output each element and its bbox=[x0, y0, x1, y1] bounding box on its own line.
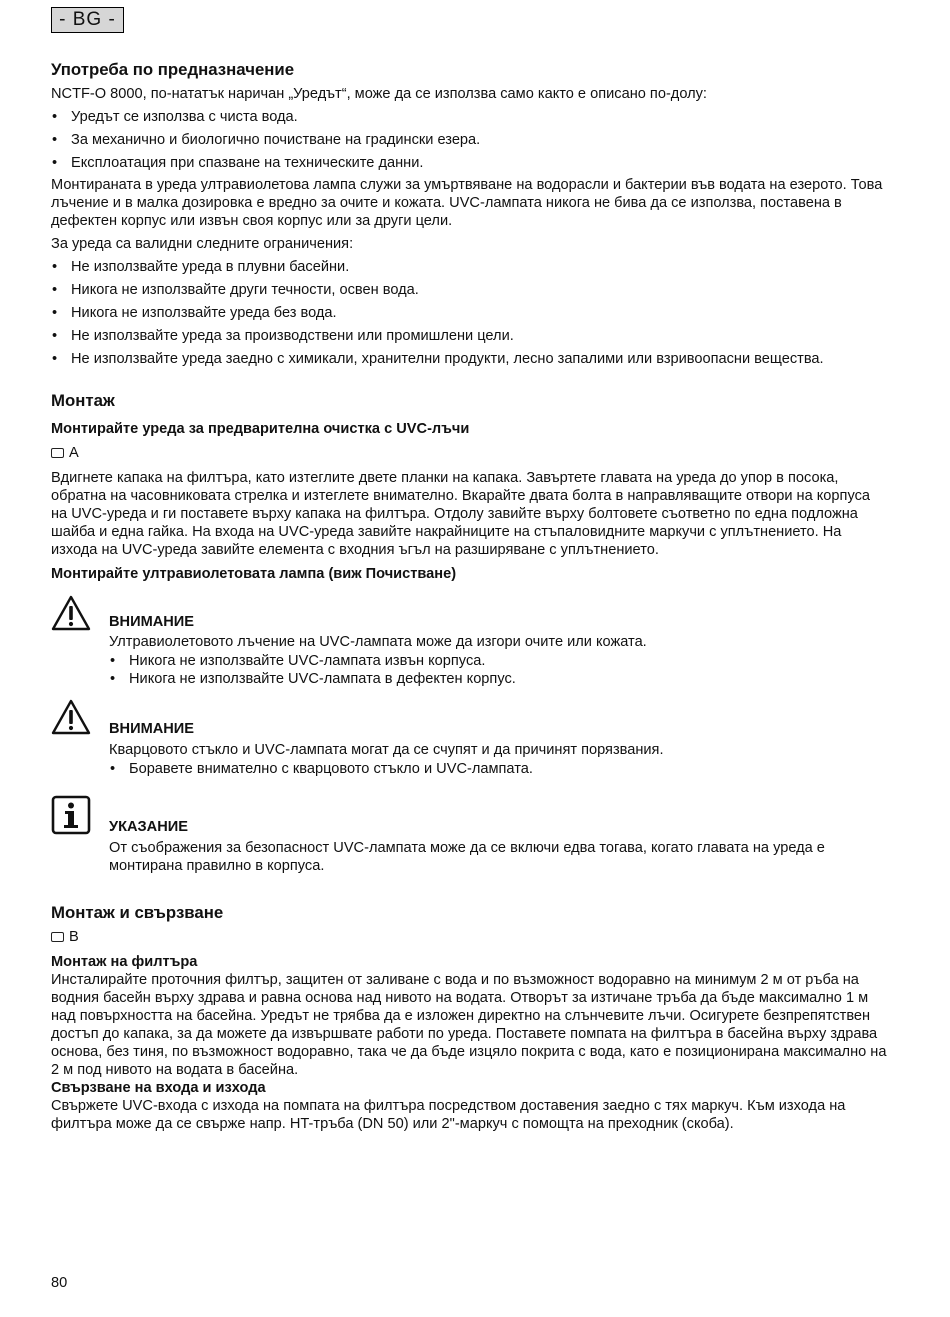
list-item: • Никога не използвайте други течности, освен вода. bbox=[51, 281, 889, 299]
warning-triangle-icon bbox=[51, 699, 91, 740]
section-title-assembly: Монтаж bbox=[51, 391, 115, 410]
limits-list bbox=[51, 258, 889, 368]
figure-icon bbox=[51, 932, 64, 942]
figure-reference-a bbox=[51, 444, 889, 462]
list-item: • Уредът се използва с чиста вода. bbox=[51, 108, 889, 126]
warning-title: ВНИМАНИЕ bbox=[109, 721, 195, 737]
figure-label: A bbox=[69, 445, 79, 461]
list-item: • Никога не използвайте UVC-лампата извън корпуса. bbox=[109, 652, 889, 670]
list-item: • Не използвайте уреда заедно с химикали, хранителни продукти, лесно запалими или взривоопасни вещества. bbox=[51, 350, 889, 368]
list-item: • Не използвайте уреда за производствени или промишлени цели. bbox=[51, 327, 889, 345]
filter-assembly-paragraph: Инсталирайте проточния филтър, защитен от заливане с вода и по възможност водоравно на минимум 2 м от ръба на водния басейн върху здрава и равна основа над нивото на водата. Отворът за изтичане тръба да бъде максимално 1 м над повърхността на басейна. Уредът не трябва да е изложен директно на слънчевите лъчи. Осигурете безпрепятствен достъп до капака, за да можете да извършвате работи по уреда. Поставете помпата на филтъра в басейна върху здрава основа, без тиня, по възможност водоравно, така че да бъде изцяло покрита с вода, като е позиционирана максимално на 2 м под нивото на водата в басейна. bbox=[51, 972, 887, 1078]
page-number: 80 bbox=[51, 1275, 68, 1291]
assembly-paragraph: Вдигнете капака на филтъра, като изтеглите двете планки на капака. Завъртете главата на уреда до упор в посока, обратна на часовниковата стрелка и изтеглете внимателно. Вкарайте двата болта в направляващите отвори на корпуса на UVC-уреда и ги поставете върху капака на филтъра. Отдолу завийте върху болтовете съответно по една подложна шайба и една гайка. На входа на UVC-уреда завийте накрайниците на стъпаловидните маркучи с уплътнението. На изхода на UVC-уреда завийте елемента с входния ъгъл на разширяване с уплътнението. bbox=[51, 470, 870, 558]
warning-block-1 bbox=[51, 595, 889, 688]
info-note-block bbox=[51, 795, 889, 875]
warning-text: Ултравиолетовото лъчение на UVC-лампата може да изгори очите или кожата. bbox=[109, 634, 647, 650]
page-content bbox=[51, 59, 889, 1133]
section-title-assembly-connection: Монтаж и свързване bbox=[51, 903, 224, 922]
warning-list bbox=[109, 652, 889, 688]
limits-intro: За уреда са валидни следните ограничения: bbox=[51, 236, 354, 252]
section-title-intended-use: Употреба по предназначение bbox=[51, 60, 295, 79]
list-item: • Никога не използвайте UVC-лампата в дефектен корпус. bbox=[109, 670, 889, 688]
list-item: • Боравете внимателно с кварцовото стъкло и UVC-лампата. bbox=[109, 760, 889, 778]
subheading-uvc-prefilter: Монтирайте уреда за предварителна очистка с UVC-лъчи bbox=[51, 421, 470, 437]
figure-label: B bbox=[69, 929, 79, 945]
uses-list bbox=[51, 108, 889, 172]
note-text: От съображения за безопасност UVC-лампата може да се включи едва тогава, когато главата на уреда е монтирана правилно в корпуса. bbox=[109, 840, 825, 874]
warning-triangle-icon bbox=[51, 595, 91, 636]
subheading-inlet-outlet: Свързване на входа и изхода bbox=[51, 1080, 266, 1096]
list-item: • Никога не използвайте уреда без вода. bbox=[51, 304, 889, 322]
inlet-outlet-paragraph: Свържете UVC-входа с изхода на помпата на филтъра посредством доставения заедно с тях маркуч. Към изхода на филтъра може да се свърже напр. HT-тръба (DN 50) или 2"-маркуч с помощта на преходник (скоба). bbox=[51, 1098, 846, 1132]
list-item: • Експлоатация при спазване на техническите данни. bbox=[51, 154, 889, 172]
warning-title: ВНИМАНИЕ bbox=[109, 614, 195, 630]
warning-block-2 bbox=[51, 699, 889, 778]
warning-list bbox=[109, 760, 889, 778]
warning-text: Кварцовото стъкло и UVC-лампата могат да се счупят и да причинят порязвания. bbox=[109, 742, 664, 758]
figure-reference-b bbox=[51, 928, 889, 946]
info-icon bbox=[51, 795, 91, 840]
list-item: • Не използвайте уреда в плувни басейни. bbox=[51, 258, 889, 276]
intro-text: NCTF-O 8000, по-нататък наричан „Уредът“, може да се използва само както е описано по-долу: bbox=[51, 86, 707, 102]
uv-lamp-paragraph: Монтираната в уреда ултравиолетова лампа служи за умъртвяване на водорасли и бактерии във водата на езерото. Това лъчение и в малка дозировка е вредно за очите и кожата. UVC-лампата никога не бива да се използва, поставена в дефектен корпус или извън своя корпус или за други цели. bbox=[51, 177, 883, 229]
note-title: УКАЗАНИЕ bbox=[109, 819, 188, 835]
figure-icon bbox=[51, 448, 64, 458]
subheading-filter-assembly: Монтаж на филтъра bbox=[51, 954, 198, 970]
subheading-uv-lamp: Монтирайте ултравиолетовата лампа (виж Почистване) bbox=[51, 566, 457, 582]
list-item: • За механично и биологично почистване на градински езера. bbox=[51, 131, 889, 149]
language-tag: - BG - bbox=[51, 7, 124, 33]
